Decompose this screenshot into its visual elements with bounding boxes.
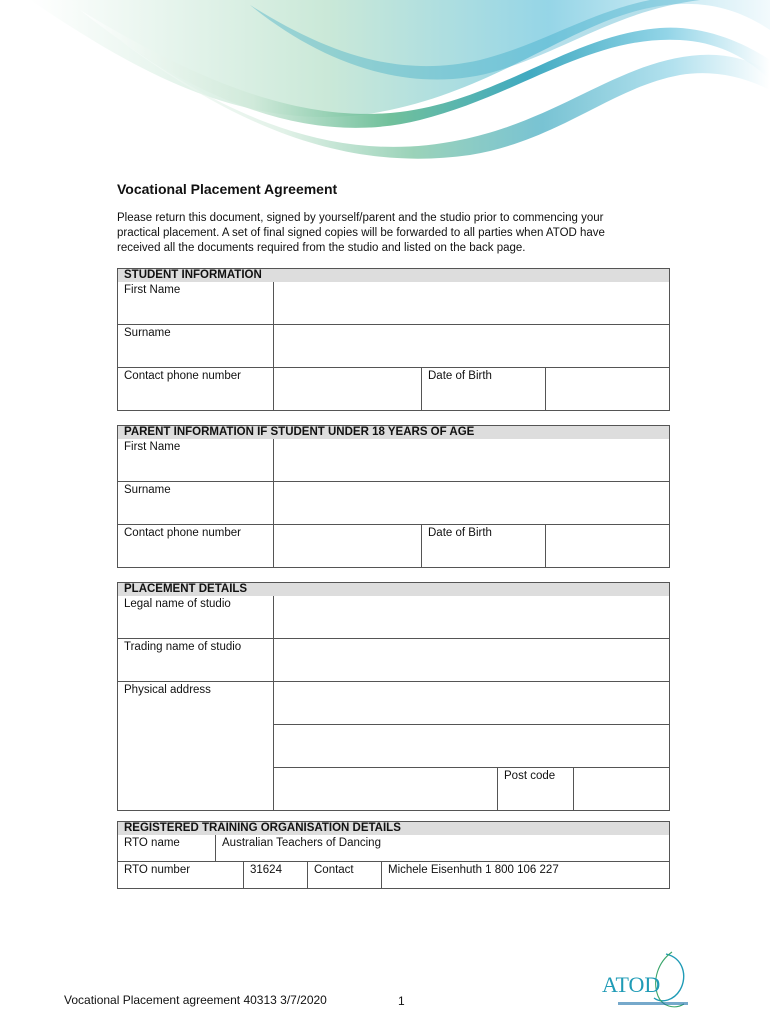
field-label: Date of Birth <box>422 525 546 568</box>
section-heading: PLACEMENT DETAILS <box>118 583 670 597</box>
intro-line: practical placement. A set of final signed copies will be forwarded to all parties when ATOD have <box>117 227 605 239</box>
atod-logo <box>588 948 698 1014</box>
intro-line: received all the documents required from the studio and listed on the back page. <box>117 242 526 254</box>
address-line-1-field[interactable] <box>274 682 670 725</box>
parent-dob-field[interactable] <box>546 525 670 568</box>
student-information-table <box>117 268 670 411</box>
rto-number-value: 31624 <box>244 862 308 889</box>
section-heading: REGISTERED TRAINING ORGANISATION DETAILS <box>118 822 670 836</box>
field-label: Date of Birth <box>422 368 546 411</box>
field-label: RTO number <box>118 862 244 889</box>
rto-contact-value: Michele Eisenhuth 1 800 106 227 <box>382 862 670 889</box>
legal-name-field[interactable] <box>274 596 670 639</box>
field-label: Surname <box>118 482 274 525</box>
section-heading: PARENT INFORMATION IF STUDENT UNDER 18 YEARS OF AGE <box>118 426 670 440</box>
rto-details-table <box>117 821 670 889</box>
field-label: Contact phone number <box>118 368 274 411</box>
field-label: Contact phone number <box>118 525 274 568</box>
address-line-2-field[interactable] <box>274 725 670 768</box>
rto-name-value: Australian Teachers of Dancing <box>216 835 670 862</box>
student-first-name-field[interactable] <box>274 282 670 325</box>
header-swirl-graphic <box>0 0 770 175</box>
postcode-field[interactable] <box>574 768 670 811</box>
parent-surname-field[interactable] <box>274 482 670 525</box>
student-surname-field[interactable] <box>274 325 670 368</box>
field-label: Trading name of studio <box>118 639 274 682</box>
field-label: Post code <box>498 768 574 811</box>
field-label: First Name <box>118 282 274 325</box>
field-label: Surname <box>118 325 274 368</box>
page-title: Vocational Placement Agreement <box>117 181 338 197</box>
field-label: Contact <box>308 862 382 889</box>
student-dob-field[interactable] <box>546 368 670 411</box>
address-line-3-field[interactable] <box>274 768 498 811</box>
intro-paragraph <box>117 211 677 256</box>
student-phone-field[interactable] <box>274 368 422 411</box>
trading-name-field[interactable] <box>274 639 670 682</box>
parent-information-table <box>117 425 670 568</box>
page-number: 1 <box>398 994 405 1008</box>
field-label: Legal name of studio <box>118 596 274 639</box>
logo-text: ATOD <box>602 972 661 997</box>
footer-document-id: Vocational Placement agreement 40313 3/7/2020 <box>64 993 327 1007</box>
intro-line: Please return this document, signed by yourself/parent and the studio prior to commencing your <box>117 212 604 224</box>
section-heading: STUDENT INFORMATION <box>118 269 670 283</box>
parent-first-name-field[interactable] <box>274 439 670 482</box>
placement-details-table <box>117 582 670 811</box>
field-label: Physical address <box>118 682 274 811</box>
field-label: RTO name <box>118 835 216 862</box>
parent-phone-field[interactable] <box>274 525 422 568</box>
field-label: First Name <box>118 439 274 482</box>
